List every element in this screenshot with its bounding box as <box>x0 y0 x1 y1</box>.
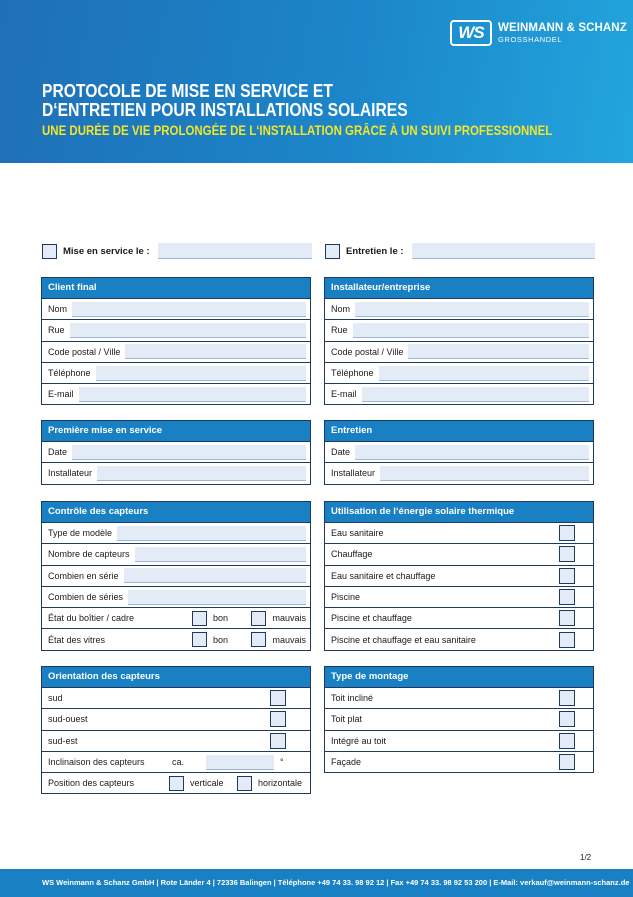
client-telephone-input[interactable] <box>96 366 306 381</box>
form-row <box>42 362 310 383</box>
installer-email-input[interactable] <box>362 387 589 402</box>
collector-series-input[interactable] <box>124 568 306 583</box>
form-row <box>42 628 310 649</box>
footer-contact: WS Weinmann & Schanz GmbH | Rote Länder 4 | 72336 Balingen | Téléphone +49 74 33. 98 92 12 | Fax +49 74 33. 98 92 53 200 | E-Mail: verkauf@weinmann-schanz.de <box>0 869 633 897</box>
form-row <box>325 687 593 708</box>
form-row <box>325 362 593 383</box>
field-label: Installateur <box>331 468 376 479</box>
field-label: E-mail <box>331 389 357 400</box>
section-title: Utilisation de l‘énergie solaire thermique <box>325 502 593 522</box>
mise-en-service-label: Mise en service le : <box>63 245 150 257</box>
company-logo <box>450 20 627 46</box>
form-row <box>42 607 310 628</box>
field-label: Nom <box>48 304 68 315</box>
form-row <box>325 522 593 543</box>
maintenance-date-input[interactable] <box>355 445 589 460</box>
field-label: Position des capteurs <box>48 778 135 789</box>
degree-label: ° <box>280 757 284 768</box>
form-row <box>42 730 310 751</box>
collector-count-input[interactable] <box>135 547 306 562</box>
first-service-installer-input[interactable] <box>97 466 306 481</box>
section-controle-capteurs <box>41 501 311 651</box>
form-row <box>42 687 310 708</box>
option-label: Eau sanitaire et chauffage <box>331 570 436 581</box>
entretien-checkbox[interactable] <box>325 244 340 259</box>
field-label: Nom <box>331 304 351 315</box>
option-label: sud-ouest <box>48 714 88 725</box>
mounting-checkbox[interactable] <box>559 733 575 749</box>
header-banner <box>0 0 633 163</box>
orientation-checkbox[interactable] <box>270 733 286 749</box>
form-row <box>325 462 593 483</box>
mounting-checkbox[interactable] <box>559 690 575 706</box>
section-title: Entretien <box>325 421 593 441</box>
form-row <box>42 319 310 340</box>
section-type-montage <box>324 666 594 773</box>
form-row <box>42 708 310 729</box>
form-row <box>325 298 593 319</box>
field-label: Rue <box>331 325 348 336</box>
maintenance-installer-input[interactable] <box>380 466 589 481</box>
section-title: Installateur/entreprise <box>325 278 593 298</box>
inclination-input[interactable] <box>206 755 274 770</box>
usage-checkbox[interactable] <box>559 632 575 648</box>
usage-checkbox[interactable] <box>559 568 575 584</box>
form-row <box>325 586 593 607</box>
position-vertical-checkbox[interactable] <box>169 776 184 791</box>
form-row <box>42 341 310 362</box>
field-label: Inclinaison des capteurs <box>48 757 145 768</box>
field-label: Installateur <box>48 468 93 479</box>
first-service-date-input[interactable] <box>72 445 306 460</box>
option-label: Chauffage <box>331 549 373 560</box>
field-label: Date <box>331 447 351 458</box>
field-label: Téléphone <box>48 368 91 379</box>
form-row <box>325 441 593 462</box>
field-label: Code postal / Ville <box>331 346 404 357</box>
form-row <box>325 565 593 586</box>
option-label: Intégré au toit <box>331 735 387 746</box>
form-row <box>42 462 310 483</box>
form-row <box>325 319 593 340</box>
mounting-checkbox[interactable] <box>559 754 575 770</box>
option-label: sud-est <box>48 735 78 746</box>
form-row <box>42 565 310 586</box>
installer-nom-input[interactable] <box>355 302 589 317</box>
field-label: E-mail <box>48 389 74 400</box>
field-label: Nombre de capteurs <box>48 549 130 560</box>
installer-rue-input[interactable] <box>353 323 589 338</box>
section-title: Première mise en service <box>42 421 310 441</box>
option-label: mauvais <box>272 613 306 624</box>
form-row <box>42 543 310 564</box>
option-label: bon <box>213 634 229 645</box>
form-row <box>325 751 593 772</box>
form-row <box>325 708 593 729</box>
form-row <box>42 441 310 462</box>
option-label: Piscine et chauffage et eau sanitaire <box>331 634 476 645</box>
logo-name: WEINMANN & SCHANZ <box>498 21 627 34</box>
mise-en-service-date-field[interactable] <box>158 243 312 259</box>
section-utilisation-energie <box>324 501 594 651</box>
form-row <box>42 298 310 319</box>
section-title: Client final <box>42 278 310 298</box>
option-label: Toit incliné <box>331 693 374 704</box>
form-row <box>325 628 593 649</box>
form-row <box>325 607 593 628</box>
section-client-final <box>41 277 311 405</box>
orientation-checkbox[interactable] <box>270 690 286 706</box>
option-label: Piscine <box>331 592 361 603</box>
mounting-checkbox[interactable] <box>559 711 575 727</box>
ca-label: ca. <box>172 757 185 768</box>
mise-en-service-checkbox[interactable] <box>42 244 57 259</box>
field-label: Date <box>48 447 68 458</box>
field-label: Rue <box>48 325 65 336</box>
client-rue-input[interactable] <box>70 323 306 338</box>
usage-checkbox[interactable] <box>559 546 575 562</box>
option-label: mauvais <box>272 634 306 645</box>
option-label: horizontale <box>258 778 303 789</box>
field-label: État des vitres <box>48 634 106 645</box>
collector-model-input[interactable] <box>117 526 306 541</box>
section-installateur <box>324 277 594 405</box>
collector-series-count-input[interactable] <box>128 590 306 605</box>
mise-en-service-line <box>42 242 312 260</box>
title-line-2: D‘ENTRETIEN POUR INSTALLATIONS SOLAIRES <box>42 100 408 120</box>
installer-ville-input[interactable] <box>408 344 589 359</box>
form-row <box>42 772 310 793</box>
form-row <box>42 751 310 772</box>
logo-mark: WS <box>450 20 492 46</box>
glass-bad-checkbox[interactable] <box>251 632 266 647</box>
form-row <box>42 383 310 404</box>
installer-telephone-input[interactable] <box>379 366 589 381</box>
field-label: Téléphone <box>331 368 374 379</box>
usage-checkbox[interactable] <box>559 610 575 626</box>
entretien-label: Entretien le : <box>346 245 404 257</box>
section-orientation-capteurs <box>41 666 311 794</box>
option-label: bon <box>213 613 229 624</box>
logo-subtitle: GROSSHANDEL <box>498 35 563 44</box>
form-row <box>325 383 593 404</box>
client-nom-input[interactable] <box>72 302 306 317</box>
page-title <box>42 82 408 120</box>
option-label: verticale <box>190 778 224 789</box>
form-row <box>325 543 593 564</box>
option-label: Piscine et chauffage <box>331 613 412 624</box>
field-label: Combien en série <box>48 570 119 581</box>
option-label: sud <box>48 693 63 704</box>
entretien-line <box>325 242 595 260</box>
option-label: Toit plat <box>331 714 363 725</box>
client-email-input[interactable] <box>79 387 306 402</box>
page-subtitle: UNE DURÉE DE VIE PROLONGÉE DE L‘INSTALLATION GRÂCE À UN SUIVI PROFESSIONNEL <box>42 123 553 138</box>
option-label: Eau sanitaire <box>331 528 384 539</box>
form-row <box>325 730 593 751</box>
section-title: Orientation des capteurs <box>42 667 310 687</box>
client-ville-input[interactable] <box>125 344 306 359</box>
form-row <box>42 586 310 607</box>
usage-checkbox[interactable] <box>559 589 575 605</box>
glass-good-checkbox[interactable] <box>192 632 207 647</box>
option-label: Façade <box>331 757 362 768</box>
section-title: Type de montage <box>325 667 593 687</box>
position-horizontal-checkbox[interactable] <box>237 776 252 791</box>
title-line-1: PROTOCOLE DE MISE EN SERVICE ET <box>42 81 333 101</box>
field-label: Code postal / Ville <box>48 346 121 357</box>
orientation-checkbox[interactable] <box>270 711 286 727</box>
section-title: Contrôle des capteurs <box>42 502 310 522</box>
frame-bad-checkbox[interactable] <box>251 611 266 626</box>
entretien-date-field[interactable] <box>412 243 595 259</box>
field-label: Type de modèle <box>48 528 113 539</box>
section-entretien <box>324 420 594 485</box>
form-row <box>325 341 593 362</box>
section-premiere-mise-en-service <box>41 420 311 485</box>
field-label: État du boîtier / cadre <box>48 613 135 624</box>
page-number: 1/2 <box>580 853 592 862</box>
field-label: Combien de séries <box>48 592 124 603</box>
usage-checkbox[interactable] <box>559 525 575 541</box>
form-row <box>42 522 310 543</box>
frame-good-checkbox[interactable] <box>192 611 207 626</box>
